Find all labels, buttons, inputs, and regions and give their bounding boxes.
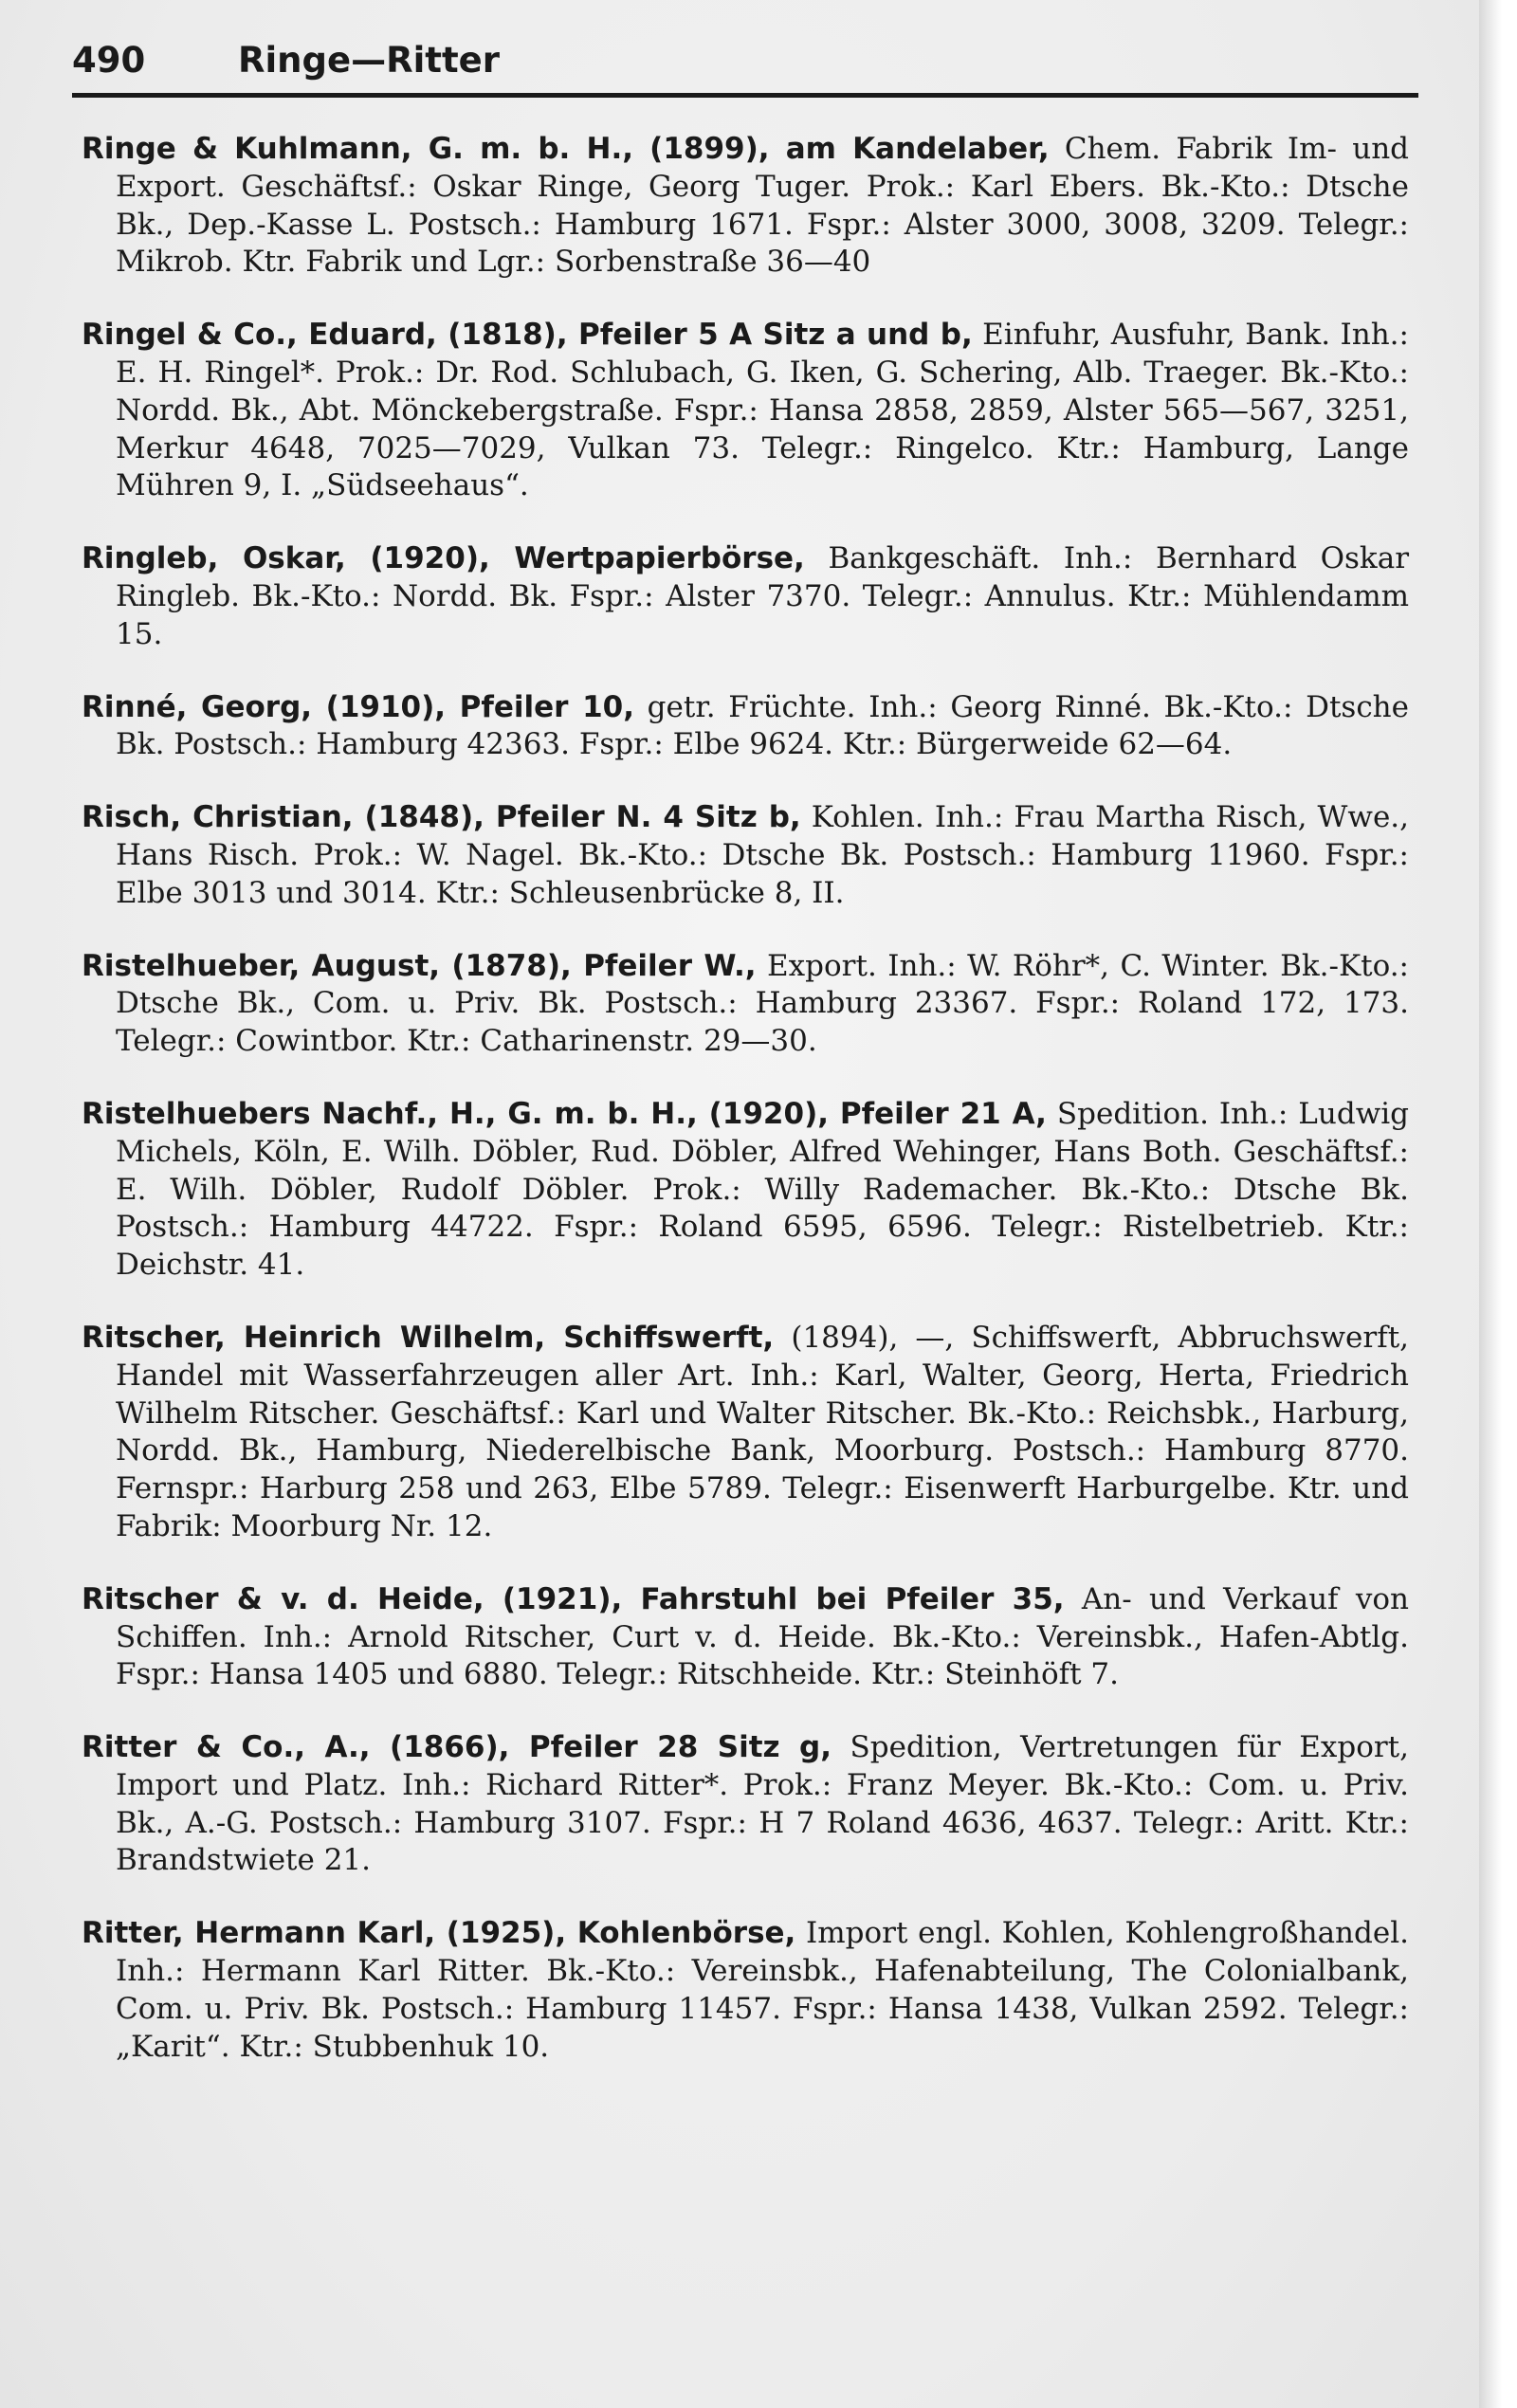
entry-name: Ringe & Kuhlmann, G. m. b. H., (1899), am Kandelaber,	[82, 132, 1050, 166]
entry-name: Rinné, Georg, (1910), Pfeiler 10,	[82, 689, 634, 724]
entry-name: Ringel & Co., Eduard, (1818), Pfeiler 5 A Sitz a und b,	[82, 318, 973, 353]
entry-name: Ritter, Hermann Karl, (1925), Kohlenbörse,	[82, 1916, 796, 1951]
directory-entry	[82, 131, 1409, 282]
directory-entry	[82, 317, 1409, 505]
entry-text: Chem. Fabrik Im- und Export. Geschäftsf.: Oskar Ringe, Georg Tuger. Prok.: Karl Ebers. Bk.-Kto.: Dtsche Bk., Dep.-Kasse L. Postsch.: Hamburg 1671. Fspr.: Alster 3000, 3008, 3209. Telegr.: Mikrob. Ktr. Fabrik und Lgr.: Sorbenstraße 36—40	[116, 132, 1410, 280]
entry-text: Kohlen. Inh.: Frau Martha Risch, Wwe., Hans Risch. Prok.: W. Nagel. Bk.-Kto.: Dtsche Bk. Postsch.: Hamburg 11960. Fspr.: Elbe 3013 und 3014. Ktr.: Schleusenbrücke 8, II.	[116, 800, 1409, 910]
entry-text: Einfuhr, Ausfuhr, Bank. Inh.: E. H. Ringel*. Prok.: Dr. Rod. Schlubach, G. Iken, G. Schering, Alb. Traeger. Bk.-Kto.: Nordd. Bk., Abt. Mönckebergstraße. Fspr.: Hansa 2858, 2859, Alster 565—567, 3251, Merkur 4648, 7025—7029, Vulkan 73. Telegr.: Ringelco. Ktr.: Hamburg, Lange Mühren 9, I. „Südseehaus“.	[116, 318, 1409, 503]
directory-entry	[82, 1096, 1409, 1285]
entry-name: Ritscher, Heinrich Wilhelm, Schiffswerft,	[82, 1320, 775, 1355]
entry-text: Spedition. Inh.: Ludwig Michels, Köln, E. Wilh. Döbler, Rud. Döbler, Alfred Wehinger, Hans Both. Geschäftsf.: E. Wilh. Döbler, Rudolf Döbler. Prok.: Willy Rademacher. Bk.-Kto.: Dtsche Bk. Postsch.: Hamburg 44722. Fspr.: Roland 6595, 6596. Telegr.: Ristelbetrieb. Ktr.: Deichstr. 41.	[116, 1096, 1409, 1283]
directory-entry	[82, 1729, 1409, 1880]
entry-name: Ringleb, Oskar, (1920), Wertpapierbörse,	[82, 541, 805, 576]
entry-text: getr. Früchte. Inh.: Georg Rinné. Bk.-Kto.: Dtsche Bk. Postsch.: Hamburg 42363. Fspr.: Elbe 9624. Ktr.: Bürgerweide 62—64.	[116, 689, 1409, 762]
entry-text: Spedition, Vertretungen für Export, Import und Platz. Inh.: Richard Ritter*. Prok.: Franz Meyer. Bk.-Kto.: Com. u. Priv. Bk., A.-G. Postsch.: Hamburg 3107. Fspr.: H 7 Roland 4636, 4637. Telegr.: Aritt. Ktr.: Brandstwiete 21.	[116, 1730, 1409, 1878]
directory-entry	[82, 1581, 1409, 1694]
entry-name: Ritter & Co., A., (1866), Pfeiler 28 Sitz g,	[82, 1730, 832, 1765]
page-number: 490	[72, 40, 146, 81]
entry-name: Ritscher & v. d. Heide, (1921), Fahrstuhl bei Pfeiler 35,	[82, 1581, 1065, 1616]
directory-entry	[82, 689, 1409, 765]
entry-name: Ristelhuebers Nachf., H., G. m. b. H., (1920), Pfeiler 21 A,	[82, 1096, 1047, 1131]
directory-entry	[82, 1320, 1409, 1546]
directory-entries	[82, 131, 1409, 2101]
entry-text: (1894), —, Schiffswerft, Abbruchswerft, Handel mit Wasserfahrzeugen aller Art. Inh.: Karl, Walter, Georg, Herta, Friedrich Wilhelm Ritscher. Geschäftsf.: Karl und Walter Ritscher. Bk.-Kto.: Reichsbk., Harburg, Nordd. Bk., Hamburg, Niederelbische Bank, Moorburg. Postsch.: Hamburg 8770. Fernspr.: Harburg 258 und 263, Elbe 5789. Telegr.: Eisenwerft Harburgelbe. Ktr. und Fabrik: Moorburg Nr. 12.	[116, 1320, 1410, 1543]
page-header	[72, 36, 1418, 93]
directory-entry	[82, 1915, 1409, 2066]
directory-entry	[82, 540, 1409, 653]
entry-name: Risch, Christian, (1848), Pfeiler N. 4 Sitz b,	[82, 800, 801, 835]
entry-name: Ristelhueber, August, (1878), Pfeiler W.,	[82, 948, 757, 983]
page-edge	[1479, 0, 1517, 2408]
directory-entry	[82, 799, 1409, 912]
entry-text: An- und Verkauf von Schiffen. Inh.: Arnold Ritscher, Curt v. d. Heide. Bk.-Kto.: Vereinsbk., Hafen-Abtlg. Fspr.: Hansa 1405 und 6880. Telegr.: Ritschheide. Ktr.: Steinhöft 7.	[116, 1581, 1409, 1692]
entry-text: Import engl. Kohlen, Kohlengroßhandel. Inh.: Hermann Karl Ritter. Bk.-Kto.: Vereinsbk., Hafenabteilung, The Colonialbank, Com. u. Priv. Bk. Postsch.: Hamburg 11457. Fspr.: Hansa 1438, Vulkan 2592. Telegr.: „Karit“. Ktr.: Stubbenhuk 10.	[116, 1916, 1409, 2064]
header-rule	[72, 93, 1418, 98]
entry-text: Export. Inh.: W. Röhr*, C. Winter. Bk.-Kto.: Dtsche Bk., Com. u. Priv. Bk. Postsch.: Hamburg 23367. Fspr.: Roland 172, 173. Telegr.: Cowintbor. Ktr.: Catharinenstr. 29—30.	[116, 948, 1410, 1059]
directory-entry	[82, 948, 1409, 1061]
running-title: Ringe—Ritter	[238, 40, 500, 81]
entry-text: Bankgeschäft. Inh.: Bernhard Oskar Ringleb. Bk.-Kto.: Nordd. Bk. Fspr.: Alster 7370. Telegr.: Annulus. Ktr.: Mühlendamm 15.	[116, 541, 1410, 651]
